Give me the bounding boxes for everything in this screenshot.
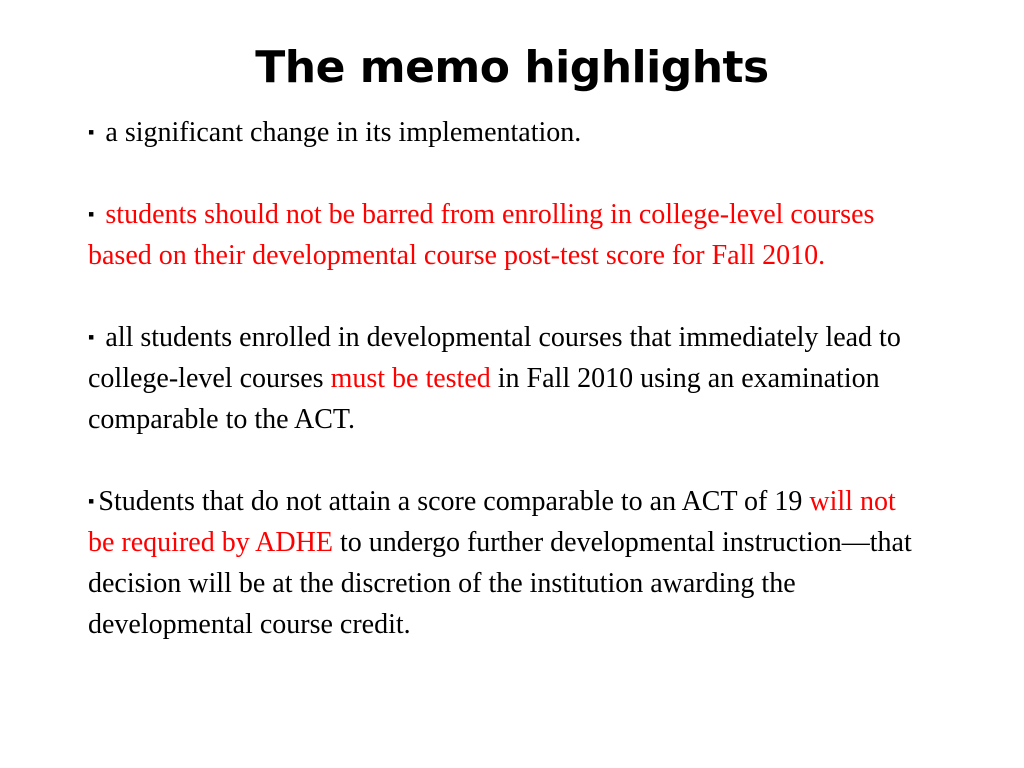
bullet-3-highlight-text: must be tested <box>330 363 491 394</box>
slide-title: The memo highlights <box>255 42 769 93</box>
bullet-3-text-after: in Fall 2010 using an examination comparable to the ACT. <box>88 363 880 435</box>
bullet-1 <box>88 112 918 153</box>
bullet-4-highlight-text: will not be required by ADHE <box>88 486 896 558</box>
bullet-3 <box>88 317 918 440</box>
square-bullet-icon: ▪ <box>88 327 95 347</box>
bullet-2-highlight-text: students should not be barred from enrolling in college-level courses based on their developmental course post-test score for Fall 2010. <box>88 199 875 271</box>
bullet-3-text-before: all students enrolled in developmental courses that immediately lead to college-level courses <box>88 322 901 394</box>
paragraph-spacer <box>88 153 918 194</box>
bullet-1-text: a significant change in its implementation. <box>105 117 582 148</box>
paragraph-spacer <box>88 440 918 481</box>
bullet-2 <box>88 194 918 276</box>
square-bullet-icon: ▪ <box>88 122 95 142</box>
slide-body <box>88 112 918 645</box>
bullet-4 <box>88 481 918 645</box>
square-bullet-icon: ▪ <box>88 204 95 224</box>
paragraph-spacer <box>88 276 918 317</box>
bullet-4-text-after: to undergo further developmental instruction—that decision will be at the discretion of the institution awarding the developmental course credit. <box>88 527 912 640</box>
square-bullet-icon: ▪ <box>88 491 95 511</box>
bullet-4-text-before: Students that do not attain a score comparable to an ACT of 19 <box>98 486 810 517</box>
